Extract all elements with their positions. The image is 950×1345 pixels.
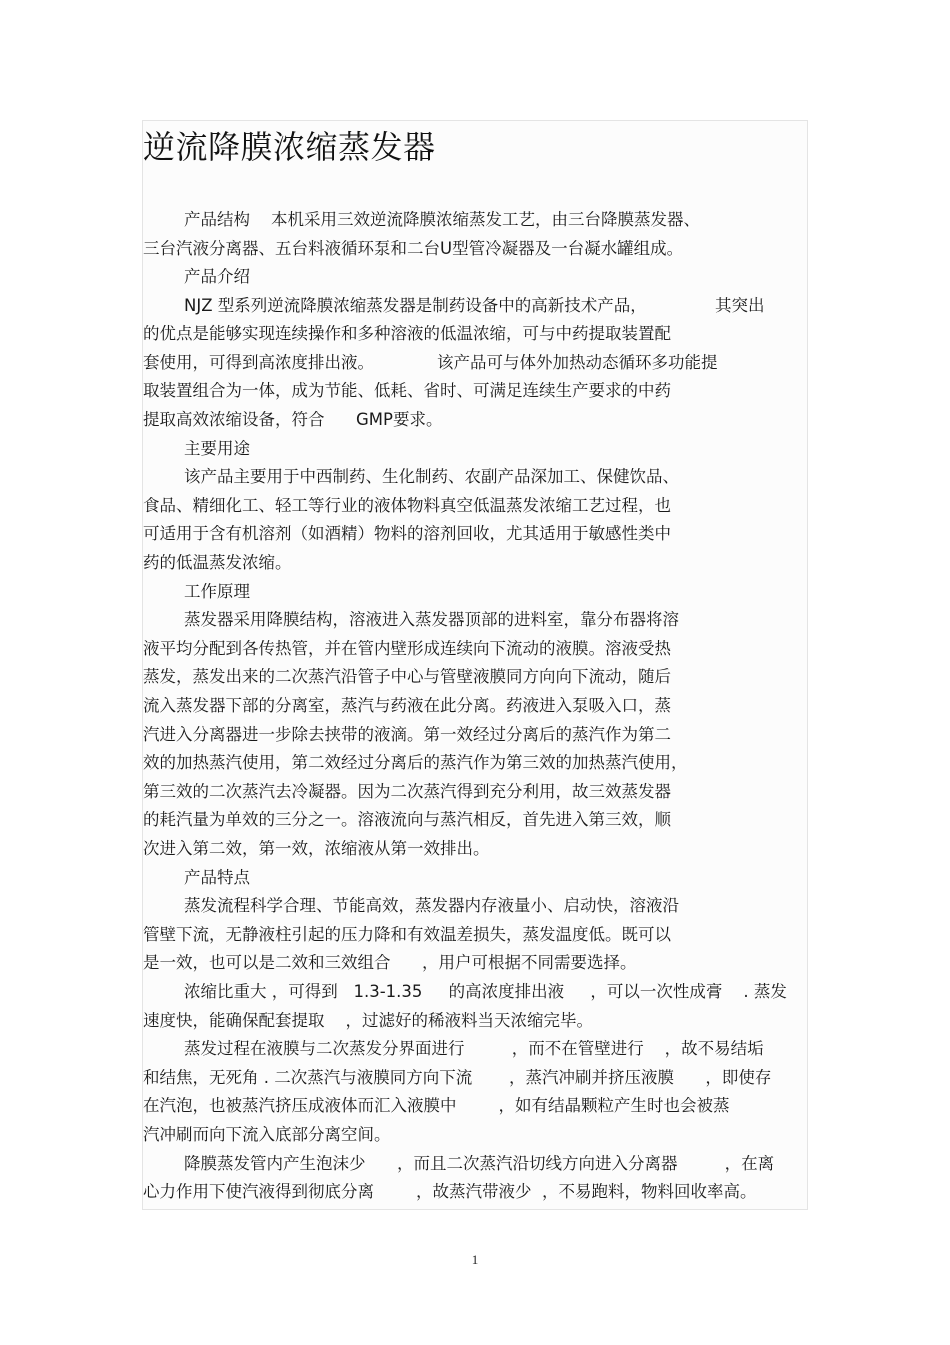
text-line: 是一效，也可以是二效和三效组合 ，用户可根据不同需要选择。 (143, 953, 637, 972)
text-line: 心力作用下使汽液得到彻底分离 ，故蒸汽带液少 ，不易跑料，物料回收率高。 (143, 1182, 757, 1201)
text-line: 在汽泡，也被蒸汽挤压成液体而汇入液膜中 ，如有结晶颗粒产生时也会被蒸 (143, 1096, 730, 1115)
text-line: 取装置组合为一体，成为节能、低耗、省时、可满足连续生产要求的中药 (143, 381, 671, 400)
text-line: 第三效的二次蒸汽去冷凝器。因为二次蒸汽得到充分利用，故三效蒸发器 (143, 782, 671, 801)
text-line: 流入蒸发器下部的分离室，蒸汽与药液在此分离。药液进入泵吸入口，蒸 (143, 696, 671, 715)
section-heading: 产品介绍 (184, 267, 250, 286)
text-line: 次进入第二效，第一效，浓缩液从第一效排出。 (143, 839, 490, 858)
text-line: 套使用，可得到高浓度排出液。 该产品可与体外加热动态循环多功能提 (143, 353, 718, 372)
text-line: 蒸发器采用降膜结构，溶液进入蒸发器顶部的进料室，靠分布器将溶 (184, 610, 679, 629)
text-line: 液平均分配到各传热管，并在管内壁形成连续向下流动的液膜。溶液受热 (143, 639, 671, 658)
text-line: 提取高效浓缩设备，符合 GMP要求。 (143, 410, 443, 429)
text-line: 管壁下流，无静液柱引起的压力降和有效温差损失，蒸发温度低。既可以 (143, 925, 671, 944)
text-line: 的优点是能够实现连续操作和多种溶液的低温浓缩，可与中药提取装置配 (143, 324, 671, 343)
text-line: 汽进入分离器进一步除去挟带的液滴。第一效经过分离后的蒸汽作为第二 (143, 725, 671, 744)
text-line: 效的加热蒸汽使用，第二效经过分离后的蒸汽作为第三效的加热蒸汽使用， (143, 753, 688, 772)
text-line: 浓缩比重大 ，可得到 1.3-1.35 的高浓度排出液 ，可以一次性成膏 . 蒸发 (184, 982, 787, 1001)
text-line: 蒸发过程在液膜与二次蒸发分界面进行 ，而不在管壁进行 ，故不易结垢 (184, 1039, 764, 1058)
text-line: 药的低温蒸发浓缩。 (143, 553, 292, 572)
section-heading: 产品特点 (184, 868, 250, 887)
text-line: 可适用于含有机溶剂（如酒精）物料的溶剂回收，尤其适用于敏感性类中 (143, 524, 671, 543)
text-line: 速度快，能确保配套提取 ，过滤好的稀液料当天浓缩完毕。 (143, 1011, 593, 1030)
section-heading: 工作原理 (184, 582, 250, 601)
text-line: 蒸发，蒸发出来的二次蒸汽沿管子中心与管壁液膜同方向向下流动，随后 (143, 667, 671, 686)
text-line: 食品、精细化工、轻工等行业的液体物料真空低温蒸发浓缩工艺过程，也 (143, 496, 671, 515)
document-title: 逆流降膜浓缩蒸发器 (143, 128, 436, 166)
page-number: 1 (471, 1252, 479, 1267)
text-line: 三台汽液分离器、五台料液循环泵和二台U型管冷凝器及一台凝水罐组成。 (143, 239, 684, 258)
text-line: 产品结构 本机采用三效逆流降膜浓缩蒸发工艺，由三台降膜蒸发器、 (184, 210, 700, 229)
text-line: 和结焦，无死角 . 二次蒸汽与液膜同方向下流 ，蒸汽冲刷并挤压液膜 ，即使存 (143, 1068, 772, 1087)
text-line: 该产品主要用于中西制药、生化制药、农副产品深加工、保健饮品、 (184, 467, 679, 486)
text-line: 降膜蒸发管内产生泡沫少 ，而且二次蒸汽沿切线方向进入分离器 ，在离 (184, 1154, 775, 1173)
text-line: 汽冲刷而向下流入底部分离空间。 (143, 1125, 391, 1144)
text-line: 蒸发流程科学合理、节能高效，蒸发器内存液量小、启动快，溶液沿 (184, 896, 679, 915)
text-line: NJZ 型系列逆流降膜浓缩蒸发器是制药设备中的高新技术产品， 其突出 (184, 296, 765, 315)
text-line: 的耗汽量为单效的三分之一。溶液流向与蒸汽相反，首先进入第三效，顺 (143, 810, 671, 829)
section-heading: 主要用途 (184, 439, 250, 458)
